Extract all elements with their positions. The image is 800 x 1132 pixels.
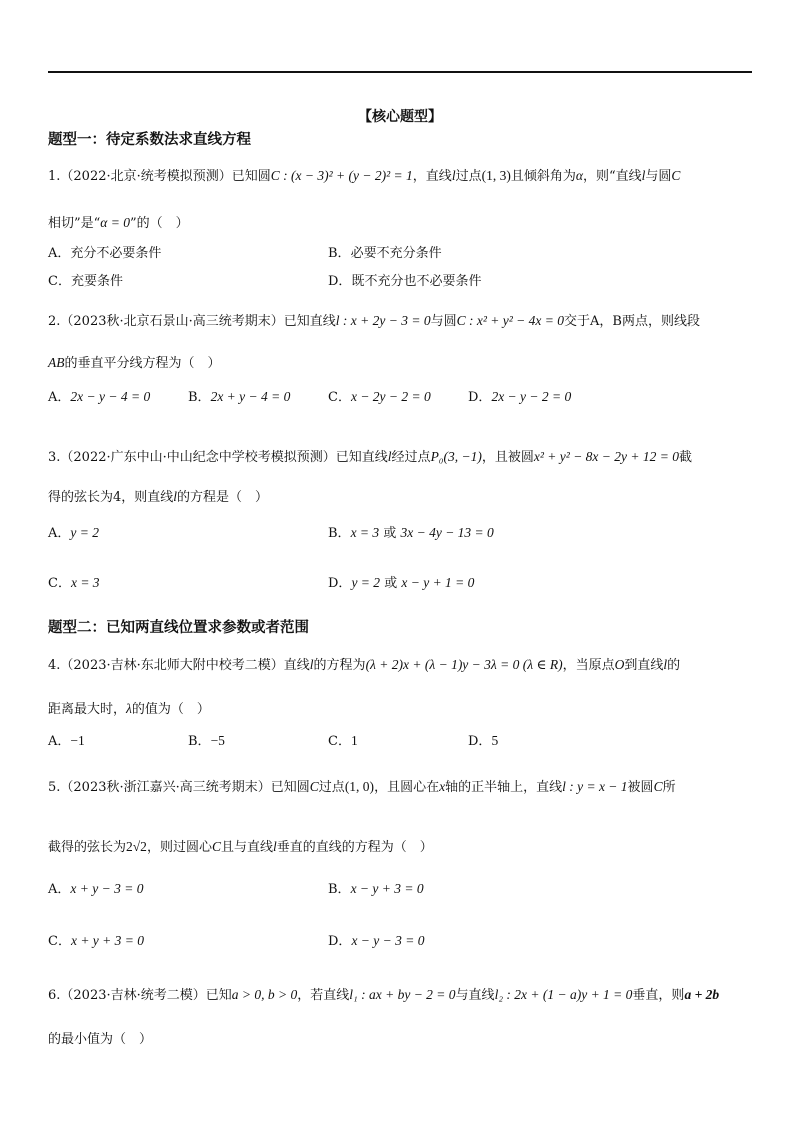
option-c[interactable]: C．充要条件 [48,274,123,289]
question-source: （2023·吉林·东北师大附中校考二模） [60,658,284,673]
section-title: 题型二：已知两直线位置求参数或者范围 [48,620,309,636]
question-4: 4.（2023·吉林·东北师大附中校考二模）直线l的方程为(λ + 2)x + (λ − 1)y − 3λ = 0 (λ ∈ R)，当原点O到直线l的 [48,657,681,673]
option-b[interactable]: B．x − y + 3 = 0 [328,881,424,897]
question-5: 5.（2023秋·浙江嘉兴·高三统考期末）已知圆C过点(1, 0)，且圆心在x轴的正半轴上，直线l : y = x − 1被圆C所 [48,779,676,795]
option-d[interactable]: D．2x − y − 2 = 0 [468,389,572,405]
question-2-line-2: AB的垂直平分线方程为（ ） [48,355,221,371]
question-source: （2023·吉林·统考二模） [60,988,206,1003]
option-c[interactable]: C．x + y + 3 = 0 [48,933,145,949]
option-c[interactable]: C．x − 2y − 2 = 0 [328,389,431,405]
question-1: 1.（2022·北京·统考模拟预测）已知圆C : (x − 3)² + (y − 2)² = 1，直线l过点(1, 3)且倾斜角为α，则“直线l与圆C [48,168,681,184]
option-d[interactable]: D．5 [468,733,499,749]
option-a[interactable]: A．x + y − 3 = 0 [48,881,144,897]
section-title: 题型一：待定系数法求直线方程 [48,132,251,148]
question-source: （2022·北京·统考模拟预测） [60,169,232,184]
formula: l : y = x − 1 [562,779,628,794]
option-c[interactable]: C．1 [328,733,358,749]
question-source: （2022·广东中山·中山纪念中学校考模拟预测） [60,450,336,465]
page-title: 【核心题型】 [358,109,442,125]
option-d[interactable]: D．x − y − 3 = 0 [328,933,425,949]
formula: C : (x − 3)² + (y − 2)² = 1 [270,168,413,183]
formula: (λ + 2)x + (λ − 1)y − 3λ = 0 (λ ∈ R) [365,657,563,672]
question-6: 6.（2023·吉林·统考二模）已知a > 0, b > 0，若直线l₁ : ax + by − 2 = 0与直线l₂ : 2x + (1 − a)y + 1 = 0垂直，则a + 2b [48,987,720,1003]
option-b[interactable]: B．2x + y − 4 = 0 [188,389,291,405]
question-2: 2.（2023秋·北京石景山·高三统考期末）已知直线l : x + 2y − 3 = 0与圆C : x² + y² − 4x = 0交于A，B两点，则线段 [48,313,700,329]
option-b[interactable]: B．−5 [188,733,225,749]
formula: P₀(3, −1) [430,449,482,464]
question-5-line-2: 截得的弦长为2√2，则过圆心C且与直线l垂直的直线的方程为（ ） [48,839,433,855]
question-4-line-2: 距离最大时，λ的值为（ ） [48,701,210,717]
question-3: 3.（2022·广东中山·中山纪念中学校考模拟预测）已知直线l经过点P₀(3, −1)，且被圆x² + y² − 8x − 2y + 12 = 0截 [48,449,693,465]
option-a[interactable]: A．充分不必要条件 [48,246,162,261]
option-b[interactable]: B．必要不充分条件 [328,246,442,261]
formula: l₁ : ax + by − 2 = 0 [349,987,456,1002]
question-3-line-2: 得的弦长为4，则直线l的方程是（ ） [48,489,269,505]
option-a[interactable]: A．y = 2 [48,525,99,541]
option-b[interactable]: B．x = 3 或 3x − 4y − 13 = 0 [328,525,494,541]
question-source: （2023秋·浙江嘉兴·高三统考期末） [60,780,271,795]
option-d[interactable]: D．既不充分也不必要条件 [328,274,482,289]
option-c[interactable]: C．x = 3 [48,575,100,591]
header-rule [48,71,752,73]
question-source: （2023秋·北京石景山·高三统考期末） [60,314,284,329]
option-a[interactable]: A．2x − y − 4 = 0 [48,389,151,405]
option-a[interactable]: A．−1 [48,733,85,749]
option-d[interactable]: D．y = 2 或 x − y + 1 = 0 [328,575,475,591]
formula: l : x + 2y − 3 = 0 [335,313,431,328]
question-6-line-2: 的最小值为（ ） [48,1032,153,1047]
question-1-line-2: 相切”是“α = 0”的（ ） [48,215,189,231]
